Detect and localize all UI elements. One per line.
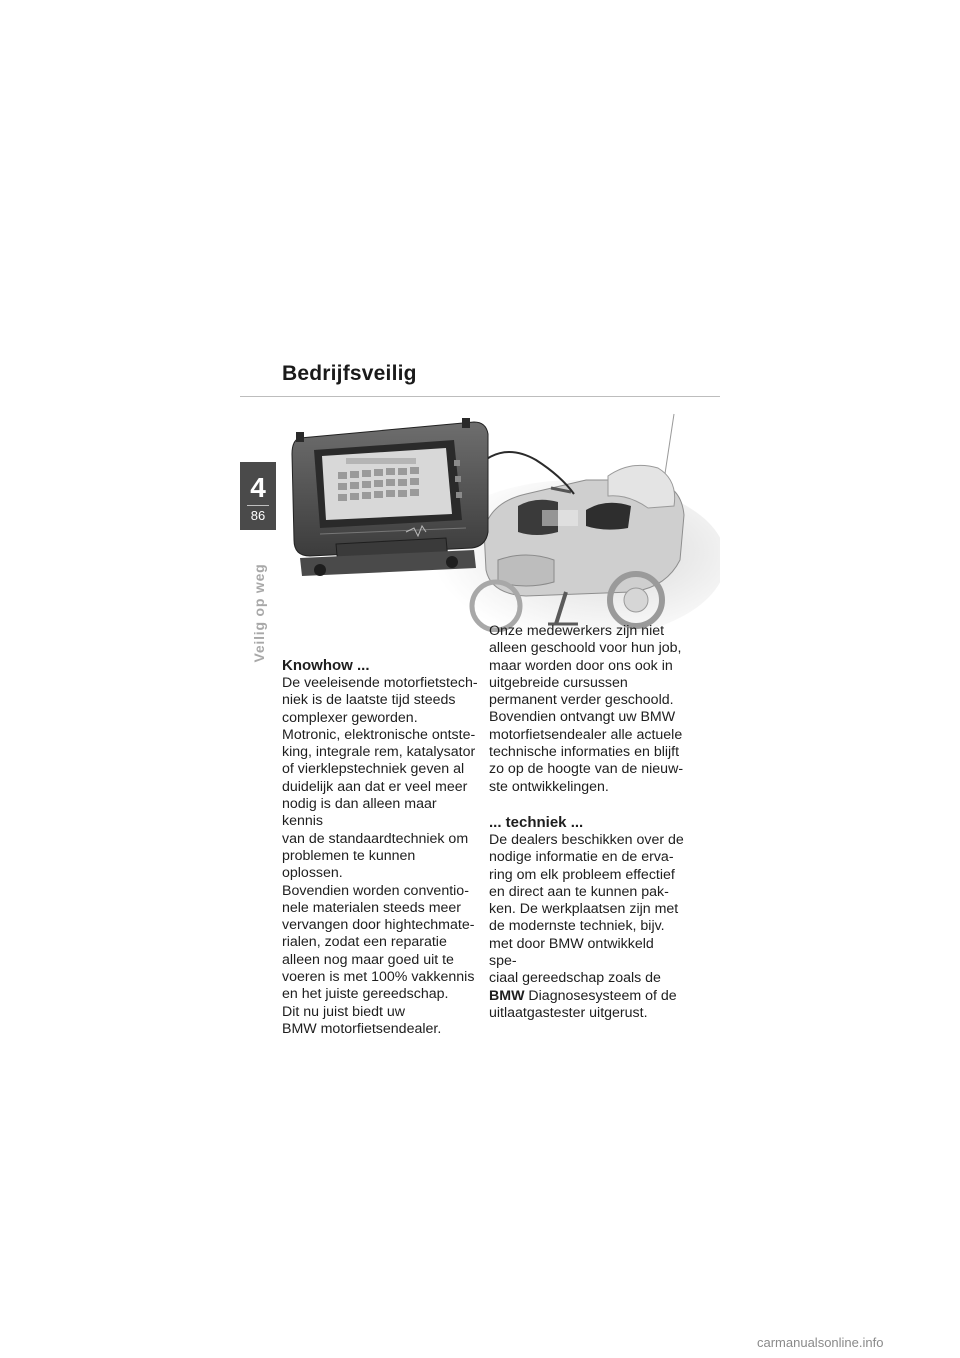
knowhow-heading: Knowhow ... xyxy=(282,657,370,674)
diagnosis-system-illustration xyxy=(286,410,720,632)
bmw-brand-text: BMW xyxy=(489,987,525,1004)
left-column xyxy=(282,657,478,1038)
chapter-divider xyxy=(247,505,269,506)
diagnosis-laptop xyxy=(292,418,488,576)
right-column xyxy=(489,623,685,1022)
section-label: Veilig op weg xyxy=(251,563,267,663)
knowhow-paragraph: De veeleisende motorfietstech- niek is de laatste tijd steeds complexer geworden. Motronic, elektronische ontste- king, integrale rem, katalysator of vierklepstechniek geven al duidelijk aan dat er veel meer nodig is dan alleen maar kennis van de standaardtechniek om problemen te kunnen oplossen. Bovendien worden conventio- nele materialen steeds meer vervangen door hightechmate- rialen, zodat een reparatie alleen nog maar goed uit te voeren is met 100% vakkennis en het juiste gereedschap. Dit nu juist biedt uw BMW motorfietsendealer. xyxy=(282,675,478,1037)
page-title: Bedrijfsveilig xyxy=(282,362,417,385)
staff-paragraph: Onze medewerkers zijn niet alleen geschoold voor hun job, maar worden door ons ook in uitgebreide cursussen permanent verder geschoold. Bovendien ontvangt uw BMW motorfietsendealer alle actuele technische informaties en blijft zo op de hoogte van de nieuw- ste ontwikkelingen. xyxy=(489,623,684,795)
page-number: 86 xyxy=(250,508,266,523)
watermark: carmanualsonline.info xyxy=(757,1335,884,1350)
techniek-heading: ... techniek ... xyxy=(489,813,584,831)
chapter-number: 4 xyxy=(250,472,266,503)
techniek-text-start: De dealers beschikken over de nodige informatie en de erva- ring om elk probleem effectief en direct aan te kunnen pak- ken. De werkplaatsen zijn met de modernste techniek, bijv. met door BMW ontwikkeld spe- ciaal gereedschap zoals de xyxy=(489,831,684,987)
techniek-paragraph xyxy=(489,832,685,1022)
techniek-text-end: Diagnosesysteem of de uitlaatgastester uitgerust. xyxy=(489,987,677,1021)
title-divider xyxy=(240,396,720,397)
chapter-tab xyxy=(240,462,276,530)
